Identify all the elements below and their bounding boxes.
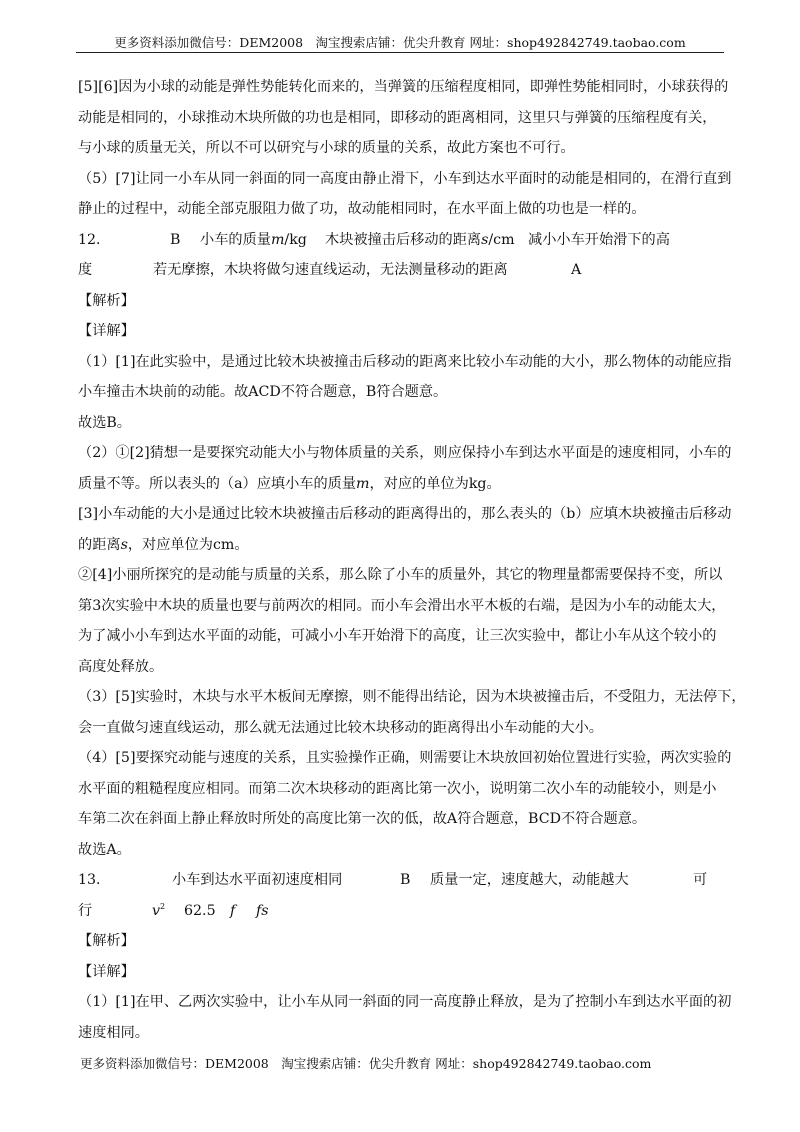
question-number: 13． xyxy=(78,872,111,888)
answer-blank: B xyxy=(170,231,181,248)
variable: s xyxy=(120,536,128,553)
text-line: （5）[7]让同一小车从同一斜面的同一高度由静止滑下，小车到达水平面时的动能是相同的，在滑行直到 xyxy=(78,170,732,187)
page-body xyxy=(78,72,746,1048)
text-line: 动能是相同的，小球推动木块所做的功也是相同，即移动的距离相同，这里只与弹簧的压缩程度有关， xyxy=(78,109,717,126)
text-segment: ，对应的单位为kg。 xyxy=(369,475,501,492)
superscript: 2 xyxy=(160,901,166,911)
text-line: 速度相同。 xyxy=(78,1024,149,1041)
page-footer: 更多资料添加微信号：DEM2008 淘宝搜索店铺：优尖升教育 网址：shop492842749.taobao.com xyxy=(80,1056,652,1071)
answer-row-q13 xyxy=(78,865,728,896)
text-segment: 的距离 xyxy=(78,536,121,553)
answer-text: 度 xyxy=(78,262,93,278)
answer-row-q13-cont xyxy=(78,896,728,927)
text-line: 故选B。 xyxy=(78,414,131,431)
text-line: 水平面的粗糙程度应相同。而第二次木块移动的距离比第一次小，说明第二次小车的动能较小，则是小 xyxy=(78,780,717,797)
section-label: 【详解】 xyxy=(78,323,135,339)
answer-blank xyxy=(152,896,165,927)
variable: s xyxy=(481,231,489,248)
answer-text: 行 xyxy=(78,902,93,919)
text-line: [3]小车动能的大小是通过比较木块被撞击后移动的距离得出的，那么表头的（b）应填木块被撞击后移动 xyxy=(78,506,732,522)
text-line: 第3次实验中木块的质量也要与前两次的相同。而小车会滑出水平木板的右端，是因为小车的动能太大， xyxy=(78,597,726,614)
answer-blank xyxy=(200,225,307,256)
answer-blank: B xyxy=(400,872,411,888)
text-line: 为了减小小车到达水平面的动能，可减小小车开始滑下的高度，让三次实验中，都让小车从这个较小的 xyxy=(78,628,717,644)
header-rule xyxy=(76,52,724,53)
answer-text: 木块被撞击后移动的距离 xyxy=(325,231,482,248)
answer-blank xyxy=(230,896,235,927)
unit: /cm xyxy=(488,231,515,248)
text-line xyxy=(78,469,728,500)
answer-blank xyxy=(256,896,269,927)
text-line: 故选A。 xyxy=(78,841,131,858)
variable: fs xyxy=(256,902,269,919)
text-line: [5][6]因为小球的动能是弹性势能转化而来的，当弹簧的压缩程度相同，即弹性势能相同时，小球获得的 xyxy=(78,79,729,95)
answer-blank: 可 xyxy=(693,872,708,888)
text-line: （4）[5]要探究动能与速度的关系，且实验操作正确，则需要让木块放回初始位置进行实验，两次实验的 xyxy=(78,750,732,766)
answer-blank: 质量一定，速度越大，动能越大 xyxy=(430,872,629,888)
text-segment: 质量不等。所以表头的（a）应填小车的质量 xyxy=(78,475,357,492)
text-segment: ，对应单位为cm。 xyxy=(127,536,249,553)
answer-blank xyxy=(325,225,515,256)
answer-blank: 62.5 xyxy=(184,902,216,919)
text-line: （3）[5]实验时，木块与水平木板间无摩擦，则不能得出结论，因为木块被撞击后，不受阻力，无法停下， xyxy=(78,689,746,705)
text-line: 高度处释放。 xyxy=(78,658,164,675)
variable: m xyxy=(270,231,285,248)
answer-blank: 小车到达水平面初速度相同 xyxy=(172,872,343,888)
answer-blank: 若无摩擦，木块将做匀速直线运动，无法测量移动的距离 xyxy=(153,262,508,278)
page-header: 更多资料添加微信号：DEM2008 淘宝搜索店铺：优尖升教育 网址：shop492842749.taobao.com xyxy=(114,35,686,50)
text-line: 静止的过程中，动能全部克服阻力做了功，故动能相同时，在水平面上做的功也是一样的。 xyxy=(78,201,646,217)
text-line: 会一直做匀速直线运动，那么就无法通过比较木块移动的距离得出小车动能的大小。 xyxy=(78,719,603,736)
answer-row-q12-cont xyxy=(78,255,728,286)
variable: v xyxy=(152,902,161,919)
unit: /kg xyxy=(284,231,307,248)
section-label: 【解析】 xyxy=(78,292,135,309)
answer-row-q12 xyxy=(78,225,728,256)
question-number: 12． xyxy=(78,231,111,248)
text-line: ②[4]小丽所探究的是动能与质量的关系，那么除了小车的质量外，其它的物理量都需要保持不变，所以 xyxy=(78,567,723,583)
answer-blank: 减小小车开始滑下的高 xyxy=(528,231,670,248)
section-label: 【详解】 xyxy=(78,963,135,980)
variable: m xyxy=(356,475,370,492)
text-line xyxy=(78,530,728,561)
text-line: （1）[1]在甲、乙两次实验中，让小车从同一斜面的同一高度静止释放，是为了控制小车到达水平面的初 xyxy=(78,994,732,1010)
text-line: （1）[1]在此实验中，是通过比较木块被撞击后移动的距离来比较小车动能的大小，那么物体的动能应指 xyxy=(78,353,732,370)
answer-blank: A xyxy=(571,262,582,278)
text-line: 与小球的质量无关，所以不可以研究与小球的质量的关系，故此方案也不可行。 xyxy=(78,140,575,156)
text-line: 车第二次在斜面上静止释放时所处的高度比第一次的低，故A符合题意，BCD不符合题意。 xyxy=(78,811,647,827)
answer-text: 小车的质量 xyxy=(200,231,271,248)
text-line: （2）①[2]猜想一是要探究动能大小与物体质量的关系，则应保持小车到达水平面是的速度相同，小车的 xyxy=(78,445,732,461)
text-line: 小车撞击木块前的动能。故ACD不符合题意，B符合题意。 xyxy=(78,384,448,400)
variable: f xyxy=(230,902,236,919)
section-label: 【解析】 xyxy=(78,933,135,949)
